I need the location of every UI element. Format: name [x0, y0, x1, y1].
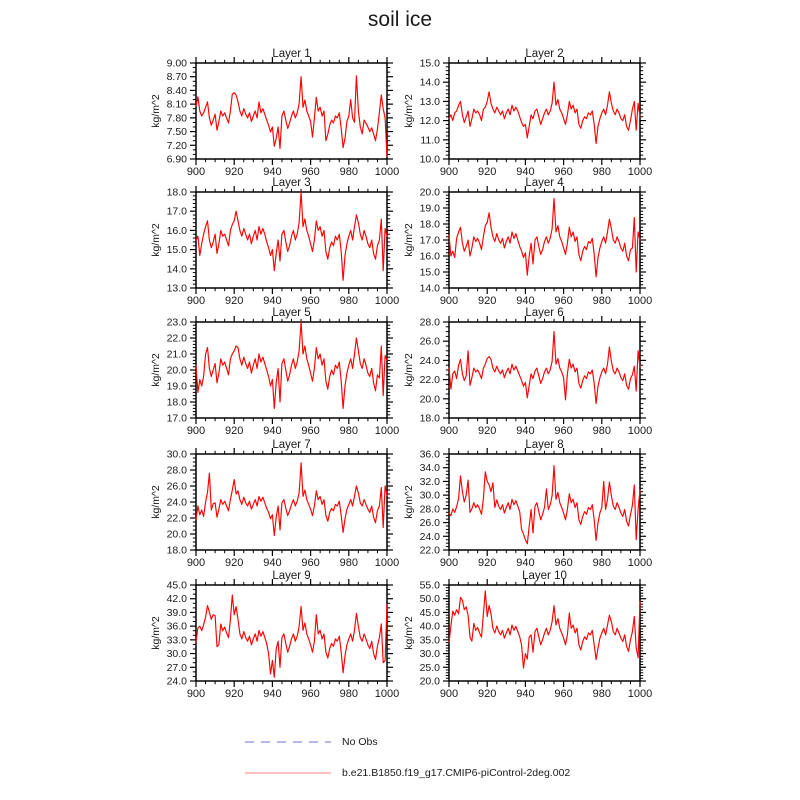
y-tick-label: 6.90 — [166, 153, 187, 166]
data-line — [449, 466, 640, 544]
x-tick-label: 940 — [516, 166, 535, 178]
panel-layer-3 — [150, 177, 399, 307]
panel-layer-5 — [150, 307, 399, 437]
y-tick-label: 14.0 — [419, 76, 440, 89]
y-tick-label: 30.0 — [166, 648, 187, 661]
x-tick-label: 960 — [554, 425, 573, 437]
y-tick-label: 30.0 — [419, 489, 440, 502]
y-axis-label: kg/m^2 — [403, 353, 415, 387]
x-tick-label: 1000 — [374, 166, 400, 178]
y-tick-label: 19.0 — [419, 202, 440, 215]
y-tick-label: 7.20 — [166, 139, 187, 152]
x-tick-label: 900 — [439, 295, 459, 307]
y-tick-label: 33.0 — [166, 634, 187, 647]
y-tick-label: 24.0 — [419, 530, 440, 543]
y-tick-label: 24.0 — [419, 354, 440, 367]
x-tick-label: 960 — [301, 688, 320, 700]
panel-title: Layer 9 — [272, 570, 311, 582]
x-tick-label: 960 — [554, 166, 573, 178]
x-tick-label: 900 — [186, 557, 206, 569]
y-tick-label: 50.0 — [419, 593, 440, 606]
legend-label-model-run: b.e21.B1850.f19_g17.CMIP6-piControl-2deg.002 — [342, 767, 571, 779]
x-tick-label: 1000 — [627, 688, 653, 700]
x-tick-label: 960 — [301, 295, 320, 307]
x-tick-label: 900 — [186, 425, 206, 437]
y-axis-label: kg/m^2 — [403, 223, 415, 257]
y-tick-label: 15.0 — [166, 244, 187, 257]
legend — [245, 735, 570, 797]
panel-layer-1 — [150, 48, 399, 178]
y-tick-label: 22.0 — [166, 512, 187, 525]
panel-layer-8 — [403, 439, 652, 569]
x-tick-label: 900 — [186, 295, 206, 307]
y-tick-label: 45.0 — [419, 606, 440, 619]
data-line — [196, 322, 387, 408]
plot-frame — [196, 322, 387, 418]
y-tick-label: 15.0 — [419, 57, 440, 70]
x-tick-label: 900 — [439, 688, 459, 700]
y-tick-label: 17.0 — [166, 205, 187, 218]
data-line — [449, 591, 640, 668]
data-line — [196, 192, 387, 280]
data-line — [196, 595, 387, 677]
y-tick-label: 39.0 — [166, 606, 187, 619]
x-tick-label: 940 — [516, 557, 535, 569]
y-tick-label: 30.0 — [166, 448, 187, 461]
x-tick-label: 900 — [439, 557, 459, 569]
x-tick-label: 980 — [339, 688, 358, 700]
y-tick-label: 19.0 — [166, 380, 187, 393]
x-tick-label: 900 — [186, 166, 206, 178]
x-tick-label: 1000 — [627, 295, 653, 307]
y-tick-label: 13.0 — [419, 95, 440, 108]
panel-layer-4 — [403, 177, 652, 307]
data-line — [449, 82, 640, 143]
legend-item-no-obs — [245, 735, 570, 749]
y-tick-label: 25.0 — [419, 661, 440, 674]
x-tick-label: 980 — [339, 425, 358, 437]
x-tick-label: 940 — [263, 688, 282, 700]
x-tick-label: 980 — [339, 166, 358, 178]
x-tick-label: 960 — [554, 295, 573, 307]
x-tick-label: 960 — [554, 688, 573, 700]
y-tick-label: 36.0 — [166, 620, 187, 633]
y-tick-label: 32.0 — [419, 475, 440, 488]
y-axis-label: kg/m^2 — [150, 616, 162, 650]
y-tick-label: 8.40 — [166, 84, 187, 97]
x-tick-label: 900 — [439, 166, 459, 178]
panel-title: Layer 5 — [272, 307, 311, 319]
y-tick-label: 17.0 — [419, 234, 440, 247]
y-tick-label: 12.0 — [419, 115, 440, 128]
y-tick-label: 20.0 — [419, 675, 440, 688]
x-tick-label: 980 — [592, 295, 611, 307]
x-tick-label: 920 — [478, 557, 497, 569]
x-tick-label: 980 — [592, 557, 611, 569]
panel-layer-10 — [403, 570, 652, 700]
panel-layer-9 — [150, 570, 399, 700]
data-line — [196, 76, 387, 157]
y-tick-label: 20.0 — [166, 528, 187, 541]
y-tick-label: 8.70 — [166, 71, 187, 84]
x-tick-label: 920 — [478, 425, 497, 437]
y-tick-label: 24.0 — [166, 496, 187, 509]
y-tick-label: 45.0 — [166, 579, 187, 592]
y-tick-label: 22.0 — [419, 544, 440, 557]
model-line-sample — [245, 770, 331, 776]
data-line — [196, 463, 387, 536]
x-tick-label: 1000 — [627, 425, 653, 437]
y-tick-label: 35.0 — [419, 634, 440, 647]
y-tick-label: 22.0 — [419, 374, 440, 387]
y-tick-label: 16.0 — [166, 224, 187, 237]
x-tick-label: 980 — [592, 166, 611, 178]
x-tick-label: 940 — [263, 295, 282, 307]
y-tick-label: 8.10 — [166, 98, 187, 111]
y-tick-label: 15.0 — [419, 266, 440, 279]
x-tick-label: 1000 — [374, 557, 400, 569]
panel-layer-7 — [150, 439, 399, 569]
figure-title: soil ice — [367, 8, 433, 31]
legend-item-model-run — [245, 766, 570, 780]
x-tick-label: 920 — [225, 688, 244, 700]
x-tick-label: 980 — [339, 295, 358, 307]
y-tick-label: 13.0 — [166, 282, 187, 295]
x-tick-label: 960 — [301, 166, 320, 178]
x-tick-label: 1000 — [627, 166, 653, 178]
x-tick-label: 940 — [516, 688, 535, 700]
y-tick-label: 27.0 — [166, 661, 187, 674]
x-tick-label: 940 — [263, 557, 282, 569]
y-tick-label: 7.80 — [166, 112, 187, 125]
y-tick-label: 24.0 — [166, 675, 187, 688]
x-tick-label: 920 — [225, 425, 244, 437]
y-tick-label: 18.0 — [166, 396, 187, 409]
y-tick-label: 18.0 — [166, 544, 187, 557]
x-tick-label: 940 — [263, 166, 282, 178]
panel-title: Layer 6 — [525, 307, 564, 319]
y-tick-label: 36.0 — [419, 448, 440, 461]
y-tick-label: 21.0 — [166, 348, 187, 361]
x-tick-label: 940 — [263, 425, 282, 437]
plot-frame — [196, 192, 387, 288]
y-tick-label: 34.0 — [419, 462, 440, 475]
panel-layer-2 — [403, 48, 652, 178]
x-tick-label: 900 — [186, 688, 206, 700]
y-tick-label: 18.0 — [166, 186, 187, 199]
y-axis-label: kg/m^2 — [150, 223, 162, 257]
y-tick-label: 20.0 — [419, 393, 440, 406]
y-axis-label: kg/m^2 — [150, 353, 162, 387]
panel-title: Layer 8 — [525, 439, 564, 451]
y-tick-label: 18.0 — [419, 412, 440, 425]
x-tick-label: 940 — [516, 425, 535, 437]
y-tick-label: 17.0 — [166, 412, 187, 425]
x-tick-label: 1000 — [374, 688, 400, 700]
panel-title: Layer 3 — [272, 177, 311, 189]
y-axis-label: kg/m^2 — [403, 94, 415, 128]
y-tick-label: 11.0 — [420, 134, 440, 147]
y-tick-label: 16.0 — [419, 250, 440, 263]
y-tick-label: 42.0 — [166, 593, 187, 606]
x-tick-label: 1000 — [627, 557, 653, 569]
panel-title: Layer 2 — [525, 48, 564, 60]
y-axis-label: kg/m^2 — [150, 485, 162, 519]
x-tick-label: 920 — [225, 295, 244, 307]
panel-title: Layer 7 — [272, 439, 311, 451]
x-tick-label: 920 — [225, 557, 244, 569]
data-line — [449, 332, 640, 404]
x-tick-label: 940 — [516, 295, 535, 307]
y-tick-label: 26.0 — [419, 517, 440, 530]
y-tick-label: 22.0 — [166, 332, 187, 345]
x-tick-label: 900 — [439, 425, 459, 437]
y-tick-label: 26.0 — [166, 480, 187, 493]
x-tick-label: 1000 — [374, 295, 400, 307]
y-axis-label: kg/m^2 — [403, 485, 415, 519]
x-tick-label: 920 — [478, 166, 497, 178]
y-axis-label: kg/m^2 — [150, 94, 162, 128]
legend-label-no-obs: No Obs — [342, 736, 378, 748]
y-tick-label: 14.0 — [166, 263, 187, 276]
no-obs-line-sample — [245, 739, 331, 745]
y-tick-label: 20.0 — [166, 364, 187, 377]
x-tick-label: 960 — [554, 557, 573, 569]
x-tick-label: 920 — [478, 295, 497, 307]
y-axis-label: kg/m^2 — [403, 616, 415, 650]
x-tick-label: 1000 — [374, 425, 400, 437]
y-tick-label: 28.0 — [419, 503, 440, 516]
y-tick-label: 9.00 — [166, 57, 187, 70]
plot-frame — [196, 585, 387, 681]
y-tick-label: 28.0 — [166, 464, 187, 477]
y-tick-label: 20.0 — [419, 186, 440, 199]
y-tick-label: 30.0 — [419, 648, 440, 661]
panel-layer-6 — [403, 307, 652, 437]
y-tick-label: 7.50 — [166, 126, 187, 139]
y-tick-label: 26.0 — [419, 335, 440, 348]
y-tick-label: 14.0 — [419, 282, 440, 295]
x-tick-label: 920 — [478, 688, 497, 700]
x-tick-label: 980 — [339, 557, 358, 569]
y-tick-label: 55.0 — [419, 579, 440, 592]
panel-title: Layer 10 — [522, 570, 567, 582]
y-tick-label: 40.0 — [419, 620, 440, 633]
x-tick-label: 980 — [592, 688, 611, 700]
y-tick-label: 18.0 — [419, 218, 440, 231]
x-tick-label: 920 — [225, 166, 244, 178]
y-tick-label: 28.0 — [419, 316, 440, 329]
x-tick-label: 960 — [301, 557, 320, 569]
panel-title: Layer 4 — [525, 177, 564, 189]
y-tick-label: 23.0 — [166, 316, 187, 329]
x-tick-label: 960 — [301, 425, 320, 437]
x-tick-label: 980 — [592, 425, 611, 437]
data-line — [449, 198, 640, 276]
y-tick-label: 10.0 — [419, 153, 440, 166]
panel-title: Layer 1 — [272, 48, 311, 60]
